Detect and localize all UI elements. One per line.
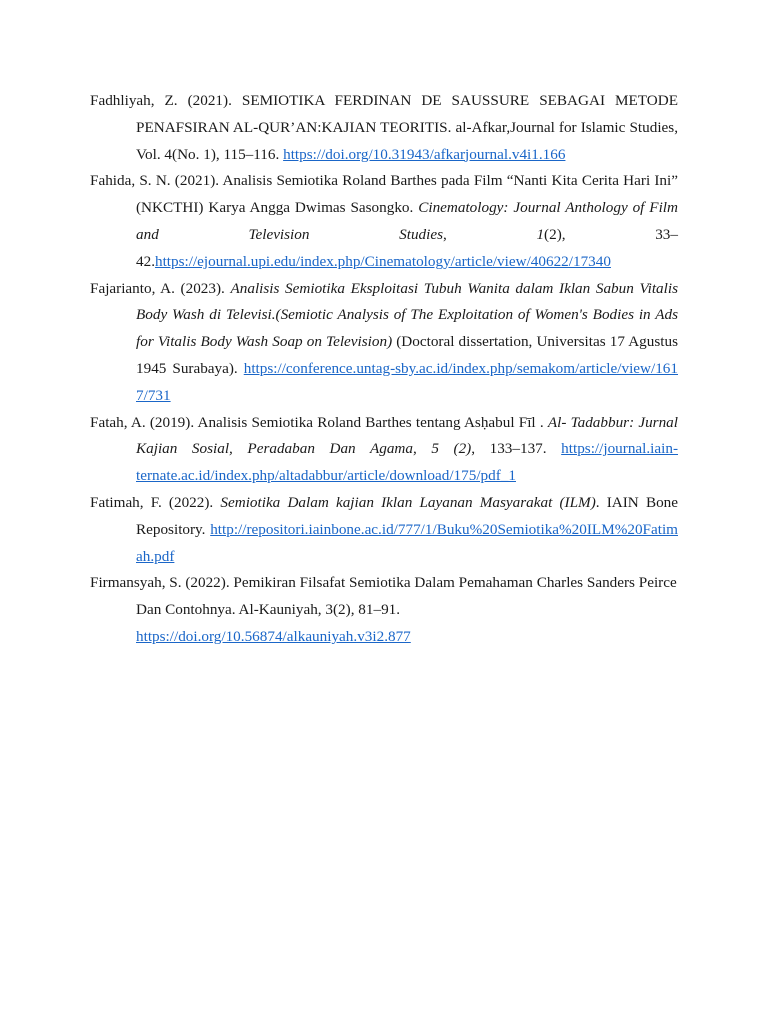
reference-list bbox=[90, 88, 678, 651]
reference-link[interactable]: https://ejournal.upi.edu/index.php/Cinematology/article/view/40622/17340 bbox=[154, 252, 611, 270]
reference-entry bbox=[90, 410, 678, 490]
reference-text: (2), 33–42. bbox=[136, 225, 678, 270]
reference-text: Fajarianto, A. (2023). bbox=[90, 279, 231, 297]
reference-italic-text: Cinematology: Journal Anthology of Film and Television Studies bbox=[136, 199, 678, 243]
reference-entry bbox=[90, 276, 678, 410]
reference-text: Fatah, A. (2019). Analisis Semiotika Roland Barthes tentang Asḥabul Fīl . bbox=[90, 413, 548, 431]
reference-link[interactable]: https://doi.org/10.31943/afkarjournal.v4i1.166 bbox=[283, 145, 566, 163]
reference-italic-text: 1 bbox=[536, 225, 545, 243]
reference-italic-text: Al- Tadabbur: Jurnal Kajian Sosial, Peradaban Dan Agama bbox=[136, 413, 678, 458]
reference-italic-text: 5 (2) bbox=[431, 440, 472, 458]
reference-link[interactable]: https://journal.iain-ternate.ac.id/index.php/altadabbur/article/download/175/pdf_1 bbox=[136, 440, 678, 485]
reference-text: . IAIN Bone Repository. bbox=[136, 493, 679, 538]
reference-text: Firmansyah, S. (2022). Pemikiran Filsafat Semiotika Dalam Pemahaman Charles Sanders Peirce Dan Contohnya. Al-Kauniyah, 3(2), 81–91. bbox=[90, 574, 677, 619]
reference-link[interactable]: http://repositori.iainbone.ac.id/777/1/Buku%20Semiotika%20ILM%20Fatimah.pdf bbox=[136, 520, 678, 565]
reference-text: , bbox=[412, 440, 432, 458]
reference-text: Fahida, S. N. (2021). Analisis Semiotika Roland Barthes pada Film “Nanti Kita Cerita Hari Ini” (NKCTHI) Karya Angga Dwimas Sasongko. bbox=[90, 172, 678, 217]
reference-text: , 133–137. bbox=[471, 440, 562, 458]
reference-link[interactable]: https://doi.org/10.56874/alkauniyah.v3i2.877 bbox=[136, 627, 411, 645]
reference-italic-text: Analisis Semiotika Eksploitasi Tubuh Wanita dalam Iklan Sabun Vitalis Body Wash di Televisi.(Semiotic Analysis of The Exploitation of Women's Bodies in Ads for Vitalis Body Wash Soap on Television) bbox=[136, 279, 678, 351]
reference-entry bbox=[90, 168, 678, 275]
reference-text: (Doctoral dissertation, Universitas 17 Agustus 1945 Surabaya). bbox=[136, 333, 678, 377]
reference-text: , bbox=[443, 225, 537, 243]
reference-text: Fatimah, F. (2022). bbox=[90, 493, 221, 511]
reference-entry bbox=[90, 88, 678, 168]
reference-link[interactable]: https://conference.untag-sby.ac.id/index.php/semakom/article/view/1617/731 bbox=[136, 359, 678, 404]
reference-italic-text: Semiotika Dalam kajian Iklan Layanan Masyarakat (ILM) bbox=[220, 493, 596, 511]
reference-text: Fadhliyah, Z. (2021). SEMIOTIKA FERDINAN DE SAUSSURE SEBAGAI METODE PENAFSIRAN AL-QUR’AN:KAJIAN TEORITIS. al-Afkar,Journal for Islamic Studies, Vol. 4(No. 1), 115–116. bbox=[90, 92, 678, 163]
reference-entry bbox=[90, 570, 678, 650]
reference-entry bbox=[90, 490, 678, 570]
